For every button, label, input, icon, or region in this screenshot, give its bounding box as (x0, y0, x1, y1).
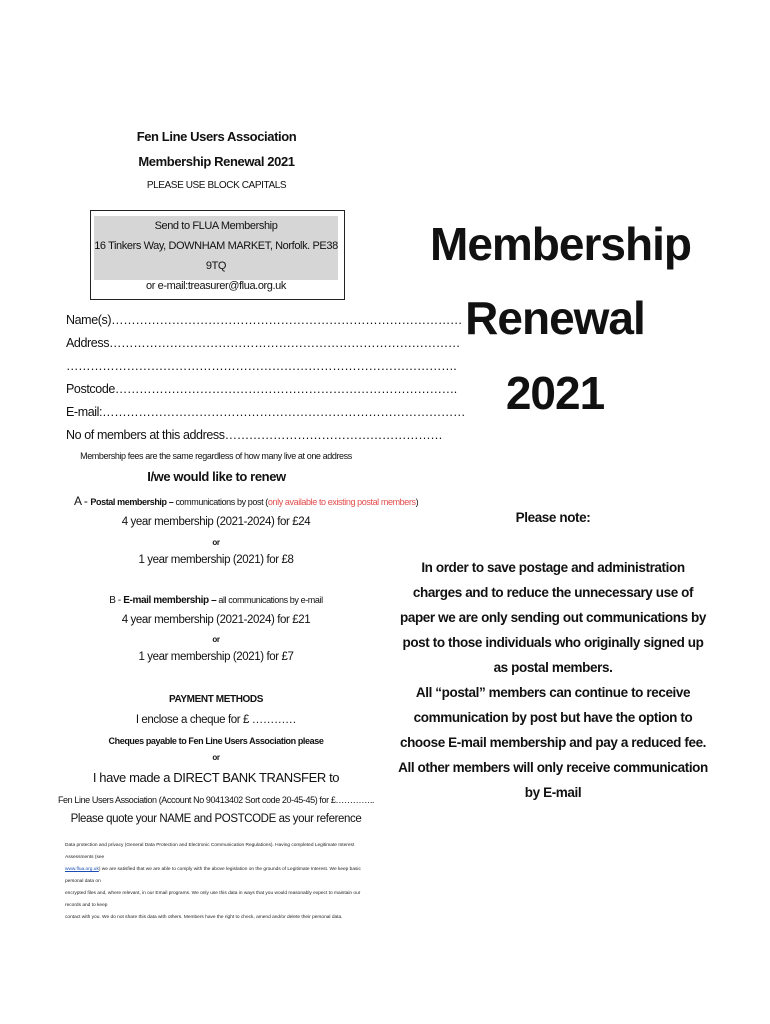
fine-print-line-4: contact with you. We do not share this data with others. Members have the right to check, amend and/or delete their personal data. (65, 915, 343, 920)
option-a-or: or (212, 538, 220, 547)
fine-print-line-1: Data protection and privacy (General Data Protection and Electronic Communication Regulations). Having completed Legitimate Interest Assessments (see (65, 843, 355, 860)
send-to-line-3: or e-mail:treasurer@flua.org.uk (146, 280, 286, 292)
postage-note-paragraph: In order to save postage and administration charges and to reduce the unnecessary use of paper we are only sending out communications by post to those individuals who originally signed up as postal members. (399, 560, 706, 675)
fine-print-line-3: encrypted files and, where relevant, in our Email programs. We only use this data in ways that you would reasonably expect to maintain our records and to keep (65, 891, 361, 908)
flua-website-link[interactable]: www.flua.org.uk (65, 867, 99, 872)
payment-or: or (212, 753, 220, 762)
option-b-email (66, 595, 366, 606)
renew-heading: I/we would like to renew (147, 469, 286, 484)
option-b-price-1yr: 1 year membership (2021) for £7 (138, 651, 294, 663)
option-a-restriction: only available to existing postal members (267, 497, 416, 507)
org-title: Fen Line Users Association (136, 129, 297, 144)
option-b-price-4yr: 4 year membership (2021-2024) for £21 (121, 614, 311, 626)
cheque-payable-note: Cheques payable to Fen Line Users Association please (108, 736, 324, 746)
big-title-membership: Membership (430, 218, 691, 270)
payment-methods-heading: PAYMENT METHODS (168, 694, 263, 705)
postcode-field[interactable]: Postcode…………………………………………………………………………. (66, 382, 457, 396)
fine-print-line-2 (65, 864, 367, 888)
big-title-renewal: Renewal (465, 292, 645, 344)
option-b-desc: all communications by e-mail (216, 595, 323, 605)
option-a-dash: – (166, 497, 176, 507)
fine-print-line-2-text: ) we are satisfied that we are able to comply with the above legislation on the grounds of Legitimate Interest. We keep basic personal data on (65, 867, 361, 884)
option-a-prefix: A - (74, 494, 91, 508)
address-field[interactable]: Address…………………………………………………………………………… (66, 336, 460, 350)
bank-transfer-line: I have made a DIRECT BANK TRANSFER to (92, 770, 340, 785)
option-b-or: or (212, 635, 220, 644)
reference-note: Please quote your NAME and POSTCODE as your reference (70, 813, 362, 825)
option-a-label: Postal membership (90, 497, 167, 507)
option-a-price-4yr: 4 year membership (2021-2024) for £24 (121, 516, 311, 528)
option-a-desc: communications by post ( (175, 497, 268, 507)
option-b-label: E-mail membership – (123, 595, 217, 606)
option-a-postal (74, 494, 419, 508)
cheque-line: I enclose a cheque for £ ………… (135, 714, 297, 726)
bank-account-details: Fen Line Users Association (Account No 90413402 Sort code 20-45-45) for £………….. (57, 795, 375, 805)
option-a-suffix: ) (415, 497, 419, 507)
postal-members-paragraph: All “postal” members can continue to receive communication by post but have the option to choose E-mail membership and pay a reduced fee. All other members will only receive communication by E-mail (398, 685, 708, 800)
email-field[interactable]: E-mail:……………………………………………………………………………… (66, 405, 466, 419)
address-field-line-2[interactable]: ……………………………………………………………………………………. (66, 359, 457, 373)
send-to-line-1: Send to FLUA Membership (154, 220, 278, 232)
renewal-title: Membership Renewal 2021 (138, 154, 295, 169)
please-note-heading: Please note: (515, 510, 591, 525)
name-field[interactable]: Name(s)…………………………………………………………………………… (66, 313, 463, 327)
option-b-prefix: B - (109, 595, 124, 606)
fees-note: Membership fees are the same regardless of how many live at one address (80, 451, 352, 461)
send-to-address (94, 216, 338, 292)
data-protection-notice (65, 840, 367, 924)
members-count-field[interactable]: No of members at this address……………………………………………… (66, 428, 443, 442)
send-to-line-2: 16 Tinkers Way, DOWNHAM MARKET, Norfolk. PE38 9TQ (94, 240, 338, 272)
big-title-year: 2021 (505, 367, 605, 419)
block-capitals-note: PLEASE USE BLOCK CAPITALS (146, 180, 287, 191)
option-a-price-1yr: 1 year membership (2021) for £8 (138, 554, 294, 566)
